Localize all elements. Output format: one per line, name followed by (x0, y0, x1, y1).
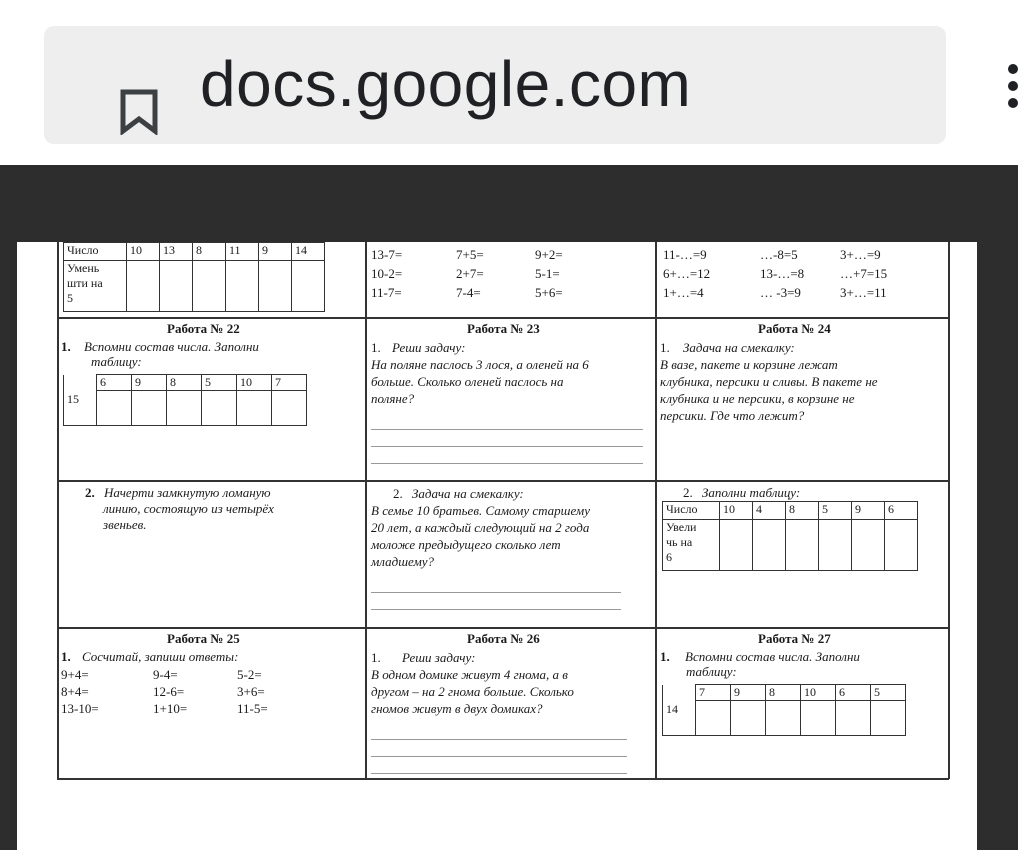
work-26-task-1 (371, 649, 574, 717)
expression: 3+6= (237, 684, 265, 699)
expression: 5-2= (237, 667, 262, 682)
expression: 9+2= (535, 247, 563, 262)
table-cell: 5 (819, 502, 852, 520)
table-row (663, 701, 906, 736)
grid-line (57, 242, 59, 779)
expression: 9+4= (61, 667, 89, 682)
task-number: 1. (371, 340, 381, 355)
table-cell (801, 701, 836, 736)
work-25-task-1 (61, 649, 238, 664)
answer-line[interactable] (371, 446, 643, 447)
table-cell (127, 261, 160, 312)
work-22-title: Работа № 22 (167, 321, 240, 336)
top-left-table (63, 242, 325, 312)
text-line: моложе предыдущего сколько лет (371, 537, 561, 552)
table-cell: 11 (226, 243, 259, 261)
text-line: шти на (67, 276, 103, 290)
expression: … -3=9 (760, 285, 801, 300)
expression: 11-7= (371, 285, 402, 300)
task-number: 1. (660, 649, 670, 664)
table-row (64, 261, 325, 312)
table-cell (766, 701, 801, 736)
expression: 11-5= (237, 701, 268, 716)
table-cell: 5 (871, 685, 906, 701)
work-25-title: Работа № 25 (167, 631, 240, 646)
task-number: 1. (660, 340, 670, 355)
expression: 5+6= (535, 285, 563, 300)
text-line: Вспомни состав числа. Заполни (685, 649, 860, 664)
task-heading: Реши задачу: (402, 650, 476, 665)
expression: 3+…=11 (840, 285, 887, 300)
work-24-title: Работа № 24 (758, 321, 831, 336)
table-cell (167, 391, 202, 426)
table-cell: Число (64, 243, 127, 261)
grid-line (57, 627, 949, 629)
text-line: клубника, персики и сливы. В пакете не (660, 374, 878, 389)
text-line: 6 (666, 550, 672, 564)
text-line: 5 (67, 291, 73, 305)
work-27-table (662, 684, 906, 736)
task-number: 1. (371, 650, 381, 665)
text-line: 20 лет, а каждый следующий на 2 года (371, 520, 590, 535)
url-text[interactable]: docs.google.com (200, 48, 692, 120)
bookmark-icon[interactable] (118, 89, 160, 135)
text-line: младшему? (371, 554, 435, 569)
worksheet-grid (57, 242, 950, 780)
table-cell (292, 261, 325, 312)
table-cell: 10 (127, 243, 160, 261)
grid-line (57, 317, 949, 319)
answer-line[interactable] (371, 592, 621, 593)
table-cell: 6 (836, 685, 871, 701)
table-cell: 7 (696, 685, 731, 701)
work-24-table (662, 501, 918, 571)
table-cell (193, 261, 226, 312)
table-cell (720, 520, 753, 571)
text-line: гномов живут в двух домиках? (371, 701, 543, 716)
task-heading: Задача на смекалку: (683, 340, 795, 355)
text-line: таблицу: (686, 664, 737, 679)
table-cell: 8 (167, 375, 202, 391)
task-number: 2. (393, 486, 403, 501)
table-cell (696, 701, 731, 736)
table-cell (731, 701, 766, 736)
grid-line (57, 480, 949, 482)
answer-line[interactable] (371, 463, 643, 464)
table-cell: 10 (720, 502, 753, 520)
text-line: клубника и не персики, в корзине не (660, 391, 855, 406)
task-number: 1. (61, 649, 71, 664)
expression: 9-4= (153, 667, 178, 682)
table-cell (819, 520, 852, 571)
table-cell (160, 261, 193, 312)
table-row (64, 375, 307, 391)
text-line: другом – на 2 гнома больше. Сколько (371, 684, 574, 699)
table-cell (259, 261, 292, 312)
expression: 10-2= (371, 266, 403, 281)
expression: 13-…=8 (760, 266, 805, 281)
work-23-task-1 (371, 339, 589, 407)
expression-column (153, 666, 187, 717)
table-row (64, 243, 325, 261)
table-cell (202, 391, 237, 426)
table-cell (132, 391, 167, 426)
work-22-task-2 (85, 485, 274, 533)
expression-column (840, 245, 887, 302)
table-cell: Число (663, 502, 720, 520)
expression: 8+4= (61, 684, 89, 699)
text-line: Умень (67, 261, 100, 275)
expression: 13-10= (61, 701, 99, 716)
more-vert-icon[interactable] (1004, 64, 1018, 108)
table-row-label (64, 261, 127, 312)
expression: 1+…=4 (663, 285, 704, 300)
table-cell: 9 (132, 375, 167, 391)
table-cell (852, 520, 885, 571)
task-heading: Реши задачу: (392, 340, 466, 355)
expression: …+7=15 (840, 266, 888, 281)
expression: …-8=5 (760, 247, 798, 262)
expression-column (61, 666, 99, 717)
task-number: 2. (683, 485, 693, 500)
table-cell (885, 520, 918, 571)
answer-line[interactable] (371, 609, 621, 610)
work-23-title: Работа № 23 (467, 321, 540, 336)
text-line: Увели (666, 520, 697, 534)
answer-line[interactable] (371, 756, 627, 757)
table-cell (97, 391, 132, 426)
table-cell (237, 391, 272, 426)
table-cell: 7 (272, 375, 307, 391)
table-cell (786, 520, 819, 571)
table-cell (836, 701, 871, 736)
expression: 6+…=12 (663, 266, 711, 281)
table-cell (753, 520, 786, 571)
expression: 3+…=9 (840, 247, 881, 262)
expression: 5-1= (535, 266, 560, 281)
table-cell: 10 (801, 685, 836, 701)
table-cell: 8 (766, 685, 801, 701)
table-cell: 8 (193, 243, 226, 261)
table-cell: 6 (97, 375, 132, 391)
expression-column (535, 245, 563, 302)
table-cell: 8 (786, 502, 819, 520)
expression: 7-4= (456, 285, 481, 300)
document-page[interactable] (17, 242, 977, 850)
text-line: Вспомни состав числа. Заполни (84, 339, 259, 354)
table-row (64, 391, 307, 426)
table-cell (272, 391, 307, 426)
work-27-task-1 (660, 649, 860, 679)
work-24-task-1 (660, 339, 878, 424)
table-cell: 9 (731, 685, 766, 701)
table-row-label (663, 520, 720, 571)
task-heading: Заполни таблицу: (702, 485, 801, 500)
grid-line (365, 242, 367, 779)
table-row-label: 15 (64, 375, 97, 426)
table-cell: 13 (160, 243, 193, 261)
answer-line[interactable] (371, 429, 643, 430)
expression-column (456, 245, 484, 302)
table-row-label: 14 (663, 685, 696, 736)
expression-column (760, 245, 804, 302)
table-row (663, 502, 918, 520)
work-27-title: Работа № 27 (758, 631, 831, 646)
text-line: В одном домике живут 4 гнома, а в (371, 667, 568, 682)
task-heading: Задача на смекалку: (412, 486, 524, 501)
text-line: линию, состоящую из четырёх (103, 501, 274, 516)
expression: 11-…=9 (663, 247, 707, 262)
table-cell: 4 (753, 502, 786, 520)
text-line: В вазе, пакете и корзине лежат (660, 357, 838, 372)
text-line: чь на (666, 535, 693, 549)
table-cell: 9 (259, 243, 292, 261)
task-number: 1. (61, 339, 71, 354)
expression: 13-7= (371, 247, 403, 262)
expression: 12-6= (153, 684, 185, 699)
text-line: персики. Где что лежит? (660, 408, 805, 423)
grid-line (655, 242, 657, 779)
grid-line (57, 778, 949, 780)
table-cell: 5 (202, 375, 237, 391)
answer-line[interactable] (371, 773, 627, 774)
expression-column (663, 245, 710, 302)
answer-line[interactable] (371, 739, 627, 740)
expression: 2+7= (456, 266, 484, 281)
text-line: звеньев. (103, 517, 147, 532)
text-line: На поляне паслось 3 лося, а оленей на 6 (371, 357, 589, 372)
table-row (663, 520, 918, 571)
table-cell (226, 261, 259, 312)
expression-column (237, 666, 268, 717)
table-cell: 9 (852, 502, 885, 520)
text-line: Начерти замкнутую ломаную (104, 485, 271, 500)
table-cell: 10 (237, 375, 272, 391)
address-bar[interactable] (44, 26, 946, 144)
work-24-task-2 (683, 485, 800, 500)
grid-line (948, 242, 950, 779)
table-cell: 6 (885, 502, 918, 520)
text-line: поляне? (371, 391, 415, 406)
text-line: таблицу: (91, 354, 142, 369)
work-26-title: Работа № 26 (467, 631, 540, 646)
task-heading: Сосчитай, запиши ответы: (82, 649, 239, 664)
work-23-task-2 (371, 485, 590, 570)
table-row (663, 685, 906, 701)
text-line: больше. Сколько оленей паслось на (371, 374, 564, 389)
expression: 1+10= (153, 701, 188, 716)
task-number: 2. (85, 485, 95, 500)
work-22-table (63, 374, 307, 426)
table-cell (871, 701, 906, 736)
text-line: В семье 10 братьев. Самому старшему (371, 503, 590, 518)
work-22-task-1 (61, 339, 259, 369)
expression: 7+5= (456, 247, 484, 262)
table-cell: 14 (292, 243, 325, 261)
browser-toolbar (0, 0, 1018, 165)
expression-column (371, 245, 402, 302)
